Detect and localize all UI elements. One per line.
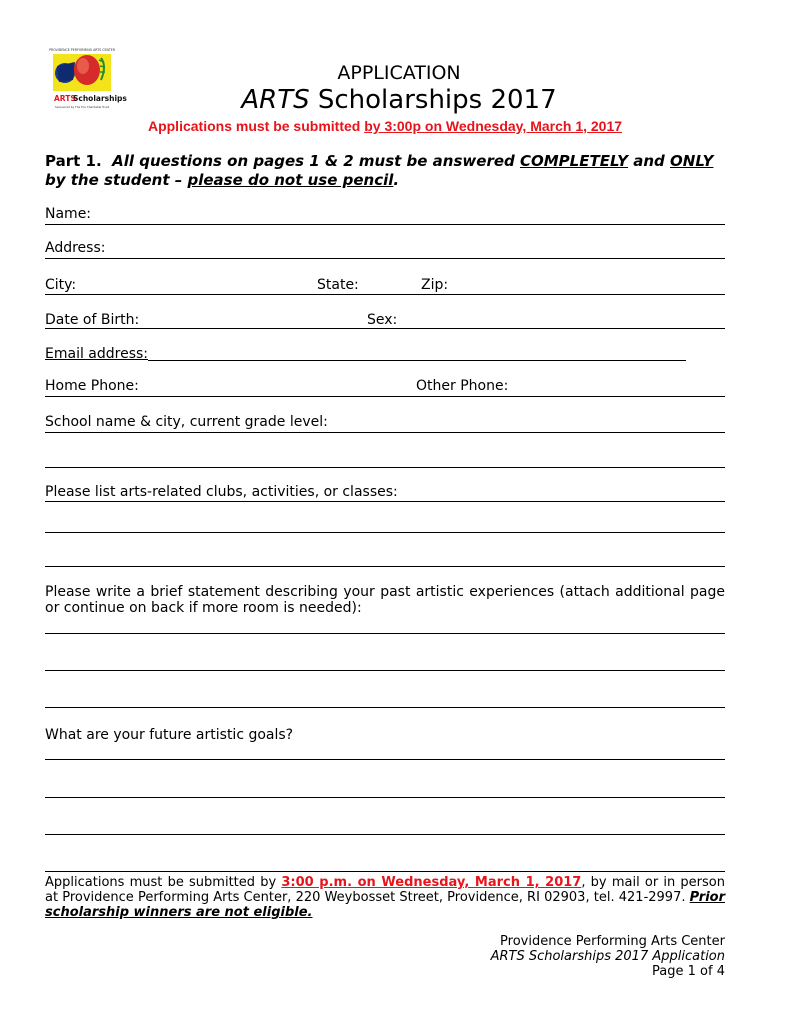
statement-label: Please write a brief statement describing your past artistic experiences (attach additional page or continue on back if more room is needed): — [45, 584, 725, 616]
footer-deadline: 3:00 p.m. on Wednesday, March 1, 2017 — [281, 875, 582, 890]
page-number: Page 1 of 4 — [652, 964, 725, 979]
deadline-prefix: Applications must be submitted — [147, 118, 365, 134]
name-field[interactable] — [45, 224, 725, 225]
application-heading: APPLICATION — [337, 62, 461, 84]
form-title-rest: Scholarships 2017 — [309, 85, 557, 115]
part1-period: . — [393, 171, 400, 189]
logo-sponsor-text: Sponsored by The Fox Charitable Trust — [55, 105, 109, 109]
org-name: Providence Performing Arts Center — [500, 934, 725, 949]
dob-sex-field[interactable] — [45, 328, 725, 329]
statement-field-line-3[interactable] — [45, 707, 725, 708]
school-field-line-2[interactable] — [45, 467, 725, 468]
clubs-field-line-1[interactable] — [45, 501, 725, 502]
part1-label: Part 1. — [45, 152, 102, 170]
deadline-notice — [0, 118, 770, 134]
logo-brand-scholarships: Scholarships — [73, 94, 127, 103]
clubs-field-line-2[interactable] — [45, 532, 725, 533]
zip-label: Zip: — [421, 277, 449, 293]
goals-field-line-3[interactable] — [45, 834, 725, 835]
deadline-date: by 3:00p on Wednesday, March 1, 2017 — [364, 118, 623, 134]
goals-field-line-1[interactable] — [45, 759, 725, 760]
goals-field-line-2[interactable] — [45, 797, 725, 798]
city-state-zip-field[interactable] — [45, 294, 725, 295]
logo-brand-arts: ARTS — [54, 94, 76, 103]
school-label: School name & city, current grade level: — [45, 414, 328, 430]
goals-field-line-4[interactable] — [45, 871, 725, 872]
form-title-italic: ARTS — [241, 85, 310, 115]
part1-text-b: and — [628, 152, 671, 170]
part1-instructions — [45, 152, 727, 190]
phone-field[interactable] — [45, 396, 725, 397]
document-name — [491, 949, 725, 964]
submission-instructions — [45, 875, 725, 920]
part1-completely: COMPLETELY — [519, 152, 629, 170]
clubs-label: Please list arts-related clubs, activities, or classes: — [45, 484, 398, 500]
school-field-line-1[interactable] — [45, 432, 725, 433]
address-field[interactable] — [45, 258, 725, 259]
address-label: Address: — [45, 240, 106, 256]
goals-label: What are your future artistic goals? — [45, 727, 294, 743]
email-field[interactable] — [148, 360, 686, 361]
part1-text-c: by the student – — [45, 171, 188, 189]
part1-no-pencil: please do not use pencil — [187, 171, 394, 189]
footer-text-a: Applications must be submitted by — [45, 875, 282, 890]
part1-text-a: All questions on pages 1 & 2 must be answered — [112, 152, 520, 170]
city-label: City: — [45, 277, 77, 293]
statement-field-line-2[interactable] — [45, 670, 725, 671]
state-label: State: — [317, 277, 359, 293]
home-phone-label: Home Phone: — [45, 378, 139, 394]
part1-only: ONLY — [670, 152, 714, 170]
logo-top-text: PROVIDENCE PERFORMING ARTS CENTER — [48, 48, 116, 52]
email-label: Email address: — [45, 346, 149, 362]
prior-winners-note: Prior scholarship winners are not eligible. — [45, 890, 725, 920]
name-label: Name: — [45, 206, 92, 222]
document-name-text: ARTS Scholarships 2017 Application — [490, 949, 725, 964]
statement-field-line-1[interactable] — [45, 633, 725, 634]
sex-label: Sex: — [367, 312, 398, 328]
dob-label: Date of Birth: — [45, 312, 140, 328]
clubs-field-line-3[interactable] — [45, 566, 725, 567]
form-title — [0, 85, 798, 115]
footer-text-b: , by mail or in person at Providence Performing Arts Center, 220 Weybosset Street, Providence, RI 02903, tel. 421-2997. — [45, 875, 725, 905]
other-phone-label: Other Phone: — [416, 378, 509, 394]
